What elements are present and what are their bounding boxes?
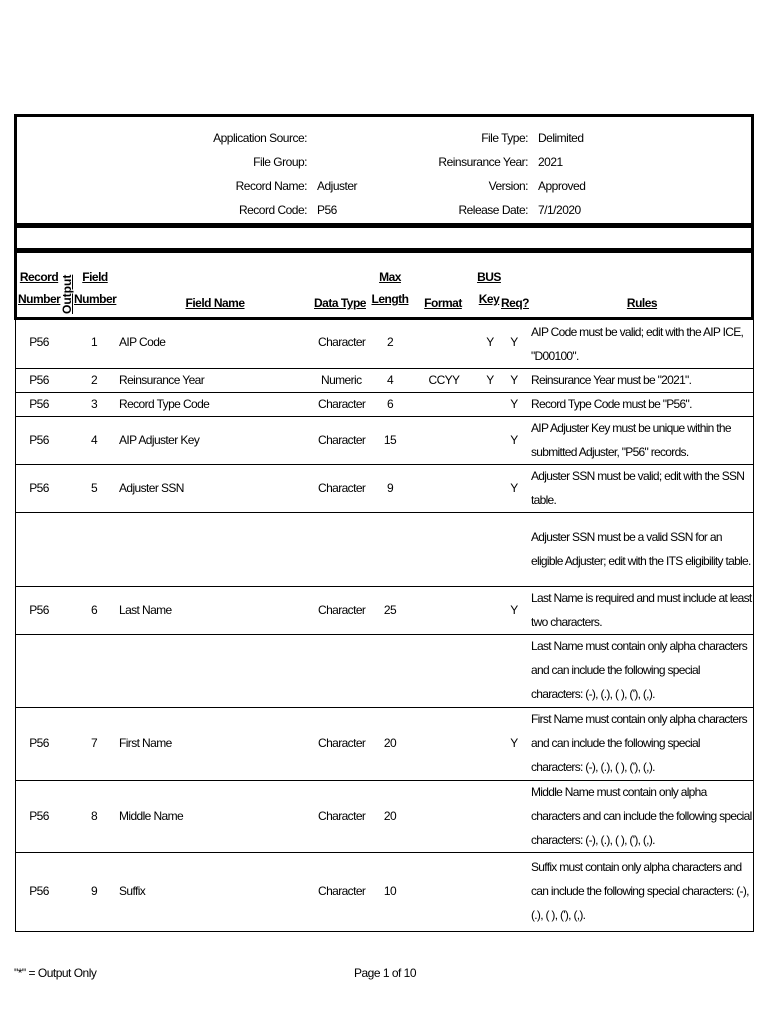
table-row-field: 6	[90, 603, 98, 617]
reinsurance-year-value: 2021	[538, 155, 563, 169]
table-row-name: Suffix	[119, 884, 146, 898]
table-row-rules: AIP Code must be valid; edit with the AIP ICE, "D00100".	[531, 325, 744, 363]
col-max-length: Max Length	[371, 270, 409, 306]
table-row-record: P56	[29, 433, 49, 447]
table-row-rules: Last Name must contain only alpha characters and can include the following special characters: (-), (.), ( ), ('), (,).	[531, 639, 747, 701]
table-row-field: 7	[90, 736, 98, 750]
record-code-value: P56	[317, 203, 337, 217]
version-label: Version:	[488, 179, 528, 193]
release-date-value: 7/1/2020	[538, 203, 581, 217]
table-row-rules: Record Type Code must be "P56".	[531, 397, 692, 411]
table-row-format: CCYY	[428, 373, 460, 387]
footer-page-number: Page 1 of 10	[353, 966, 417, 980]
table-row-record: P56	[29, 603, 49, 617]
col-record-number: Record Number	[18, 270, 61, 306]
table-row-record: P56	[29, 736, 49, 750]
table-row-type: Numeric	[321, 373, 362, 387]
table-row-key: Y	[486, 373, 494, 387]
table-row-length: 20	[383, 736, 397, 750]
table-row-name: Record Type Code	[119, 397, 210, 411]
table-row-length: 25	[383, 603, 397, 617]
table-row-name: Reinsurance Year	[119, 373, 205, 387]
row-divider	[15, 931, 754, 932]
col-data-type: Data Type	[314, 296, 366, 310]
table-row-length: 9	[386, 481, 394, 495]
table-row-length: 4	[386, 373, 394, 387]
spacer-box	[14, 225, 754, 251]
col-req: Req?	[501, 296, 529, 310]
table-row-record: P56	[29, 809, 49, 823]
table-row-record: P56	[29, 335, 49, 349]
table-row-req: Y	[510, 433, 518, 447]
table-row-type: Character	[318, 397, 366, 411]
table-row-field: 3	[90, 397, 98, 411]
file-type-value: Delimited	[538, 131, 584, 145]
col-bus-key: BUS Key	[477, 270, 501, 306]
table-row-rules: Suffix must contain only alpha characters and can include the following special characters: (-), (.), ( ), ('), (,).	[531, 860, 749, 922]
table-row-rules: Reinsurance Year must be "2021".	[531, 373, 692, 387]
table-row-field: 5	[90, 481, 98, 495]
col-format: Format	[424, 296, 462, 310]
file-group-label: File Group:	[253, 155, 307, 169]
record-name-value: Adjuster	[317, 179, 358, 193]
table-row-name: Adjuster SSN	[119, 481, 184, 495]
table-right-border	[753, 320, 754, 932]
table-left-border	[15, 320, 16, 932]
table-row-key: Y	[486, 335, 494, 349]
footer-legend: "*" = Output Only	[14, 966, 97, 980]
table-row-length: 15	[383, 433, 397, 447]
table-row-req: Y	[510, 335, 518, 349]
table-row-type: Character	[318, 433, 366, 447]
col-field-name: Field Name	[185, 296, 245, 310]
table-row-record: P56	[29, 373, 49, 387]
table-row-length: 20	[383, 809, 397, 823]
table-row-field: 9	[90, 884, 98, 898]
table-row-name: First Name	[119, 736, 172, 750]
table-row-rules: Last Name is required and must include at least two characters.	[531, 591, 752, 629]
application-source-label: Application Source:	[213, 131, 307, 145]
table-row-field: 4	[90, 433, 98, 447]
table-row-field: 1	[90, 335, 98, 349]
table-row-record: P56	[29, 397, 49, 411]
header-box	[14, 114, 754, 226]
table-row-req: Y	[510, 481, 518, 495]
table-row-field: 2	[90, 373, 98, 387]
col-output: Output	[60, 274, 74, 314]
table-row-rules: First Name must contain only alpha characters and can include the following special characters: (-), (.), ( ), ('), (,).	[531, 712, 747, 774]
table-row-name: AIP Code	[119, 335, 166, 349]
table-row-rules: Adjuster SSN must be valid; edit with the SSN table.	[531, 469, 745, 507]
row-divider	[15, 512, 754, 513]
table-row-req: Y	[510, 373, 518, 387]
table-row-name: Middle Name	[119, 809, 184, 823]
table-row-record: P56	[29, 884, 49, 898]
record-name-label: Record Name:	[235, 179, 307, 193]
table-row-record: P56	[29, 481, 49, 495]
table-row-type: Character	[318, 884, 366, 898]
table-row-rules: Adjuster SSN must be a valid SSN for an eligible Adjuster; edit with the ITS eligibility table.	[531, 530, 751, 568]
col-field-number: Field Number	[74, 270, 117, 306]
col-rules: Rules	[626, 296, 658, 310]
table-row-type: Character	[318, 603, 366, 617]
table-row-rules: Middle Name must contain only alpha characters and can include the following special characters: (-), (.), ( ), ('), (,).	[531, 785, 752, 847]
release-date-label: Release Date:	[458, 203, 528, 217]
table-row-req: Y	[510, 603, 518, 617]
table-row-name: Last Name	[119, 603, 172, 617]
record-code-label: Record Code:	[238, 203, 307, 217]
table-row-type: Character	[318, 335, 366, 349]
file-type-label: File Type:	[481, 131, 528, 145]
table-row-rules: AIP Adjuster Key must be unique within the submitted Adjuster, "P56" records.	[531, 421, 731, 459]
table-row-req: Y	[510, 736, 518, 750]
version-value: Approved	[538, 179, 586, 193]
row-divider	[15, 852, 754, 853]
table-row-type: Character	[318, 736, 366, 750]
reinsurance-year-label: Reinsurance Year:	[438, 155, 528, 169]
table-row-name: AIP Adjuster Key	[119, 433, 200, 447]
table-row-length: 10	[383, 884, 397, 898]
table-row-type: Character	[318, 481, 366, 495]
table-row-req: Y	[510, 397, 518, 411]
table-row-field: 8	[90, 809, 98, 823]
table-row-length: 6	[386, 397, 394, 411]
table-row-length: 2	[386, 335, 394, 349]
table-row-type: Character	[318, 809, 366, 823]
